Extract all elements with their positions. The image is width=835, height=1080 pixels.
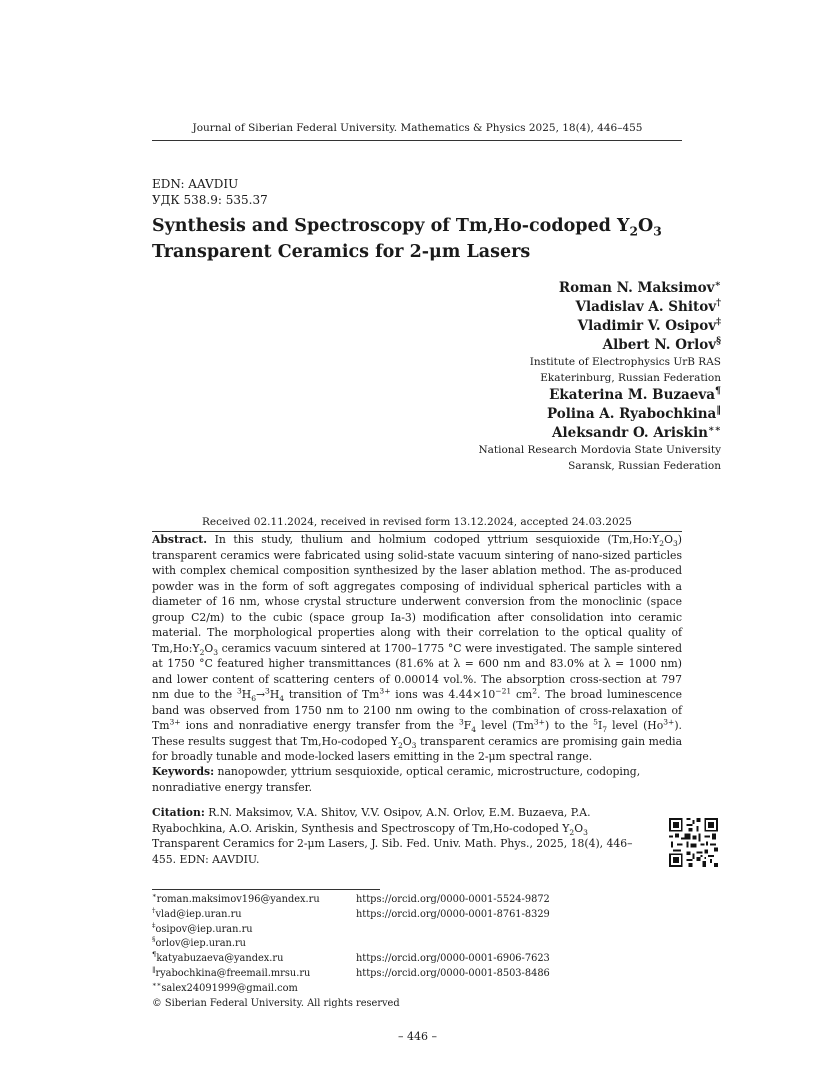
- abstract-label: Abstract.: [152, 533, 207, 546]
- affiliation-location: Ekaterinburg, Russian Federation: [540, 371, 721, 384]
- keywords-label: Keywords:: [152, 765, 215, 778]
- author-name: Vladimir V. Osipov‡: [577, 316, 721, 334]
- received-dates: Received 02.11.2024, received in revised form 13.12.2024, accepted 24.03.2025: [202, 516, 632, 528]
- identifiers: [152, 176, 268, 208]
- affiliation-location: Saransk, Russian Federation: [568, 459, 721, 472]
- author-name: Vladislav A. Shitov†: [575, 297, 721, 315]
- email-link[interactable]: osipov@iep.uran.ru: [155, 923, 253, 935]
- abstract: Abstract. In this study, thulium and holmium codoped yttrium sesquioxide $(Tm,Ho:Y_2O_3)$ transparent ceramics were fabricated using solid-state vacuum sintering of nano-sized particles with complex chemical composition synthesized by the laser ablation method. The as-produced powder was in the form of soft aggregates composing of individual spherical particles with a diameter of 16 nm, whose crystal structure underwent conversion from the monoclinic (space group C2/m) to the cubic (space group Ia-3) modification after consolidation into ceramic material. The morphological properties along with their correlation to the optical quality of $Tm,Ho:Y_2O_3$ ceramics vacuum sintered at 1700–1775 °C were investigated. The sample sintered at 1750 °C featured higher transmittances (81.6% at λ = 600 nm and 83.0% at λ = 1000 nm) and lower content of scattering centers of 0.00014 vol.%. The absorption cross-section at 797 nm due to the $^3H_6\to^3H_4$ transition of $Tm^{3+}$ ions was $4.44\times 10^{-21}$ $cm^2$. The broad luminescence band was observed from 1750 nm to 2100 nm owing to the combination of cross-relaxation of $Tm^{3+}$ ions and nonradiative energy transfer from the $^3F_4$ level $(Tm^{3+})$ to the $^5I_7$ level $(Ho^{3+})$. These results suggest that Tm,Ho-codoped $Y_2O_3$ transparent ceramics are promising gain media for broadly tunable and mode-locked lasers emitting in the 2-μm spectral range.: [152, 533, 683, 763]
- page-number: – 446 –: [398, 1030, 437, 1043]
- orcid-link[interactable]: https://orcid.org/0000-0001-6906-7623: [356, 953, 550, 965]
- title-line-1: Synthesis and Spectroscopy of Tm,Ho-codoped $Y_2O_3$: [152, 216, 662, 239]
- header-rule: [152, 140, 682, 141]
- title-line-2: Transparent Ceramics for 2-μm Lasers: [152, 242, 531, 262]
- author-name: Polina A. Ryabochkina‖: [546, 404, 721, 422]
- orcid-link[interactable]: https://orcid.org/0000-0001-8503-8486: [356, 967, 550, 979]
- orcid-link[interactable]: https://orcid.org/0000-0001-5524-9872: [356, 894, 550, 905]
- author-name: Aleksandr O. Ariskin∗∗: [552, 423, 721, 441]
- affiliation-institute: National Research Mordovia State University: [478, 444, 721, 456]
- email-link[interactable]: katyabuzaeva@yandex.ru: [156, 953, 284, 965]
- affiliation-institute: Institute of Electrophysics UrB RAS: [529, 356, 721, 368]
- email-link[interactable]: ryabochkina@freemail.mrsu.ru: [155, 967, 311, 979]
- email-link[interactable]: salex24091999@gmail.com: [161, 982, 298, 994]
- citation-label: Citation:: [152, 806, 205, 819]
- paper-title: [152, 213, 692, 265]
- orcid-link[interactable]: https://orcid.org/0000-0001-8761-8329: [356, 908, 550, 920]
- email-link[interactable]: roman.maksimov196@yandex.ru: [156, 894, 320, 905]
- author-name: Albert N. Orlov§: [602, 335, 721, 353]
- footnote-rule: [152, 889, 380, 890]
- qr-code-icon[interactable]: [669, 818, 718, 867]
- author-name: Roman N. Maksimov∗: [558, 278, 721, 296]
- udk-code: УДК 538.9: 535.37: [152, 193, 268, 207]
- authors-block: [478, 279, 721, 474]
- keywords: Keywords: nanopowder, yttrium sesquioxide, optical ceramic, microstructure, codoping, nonradiative energy transfer.: [152, 765, 641, 794]
- email-link[interactable]: orlov@iep.uran.ru: [155, 938, 246, 950]
- edn-code: EDN: AAVDIU: [152, 177, 239, 191]
- citation: Citation: R.N. Maksimov, V.A. Shitov, V.V. Osipov, A.N. Orlov, E.M. Buzaeva, P.A. Ryabochkina, A.O. Ariskin, Synthesis and Spectroscopy of Tm,Ho-codoped $Y_2O_3$ Transparent Ceramics for 2-μm Lasers, J. Sib. Fed. Univ. Math. Phys., 2025, 18(4), 446–455. EDN: AAVDIU.: [152, 806, 633, 866]
- author-name: Ekaterina M. Buzaeva¶: [549, 385, 721, 403]
- email-link[interactable]: vlad@iep.uran.ru: [155, 908, 242, 920]
- running-head: Journal of Siberian Federal University. Mathematics & Physics 2025, 18(4), 446–455: [192, 122, 643, 134]
